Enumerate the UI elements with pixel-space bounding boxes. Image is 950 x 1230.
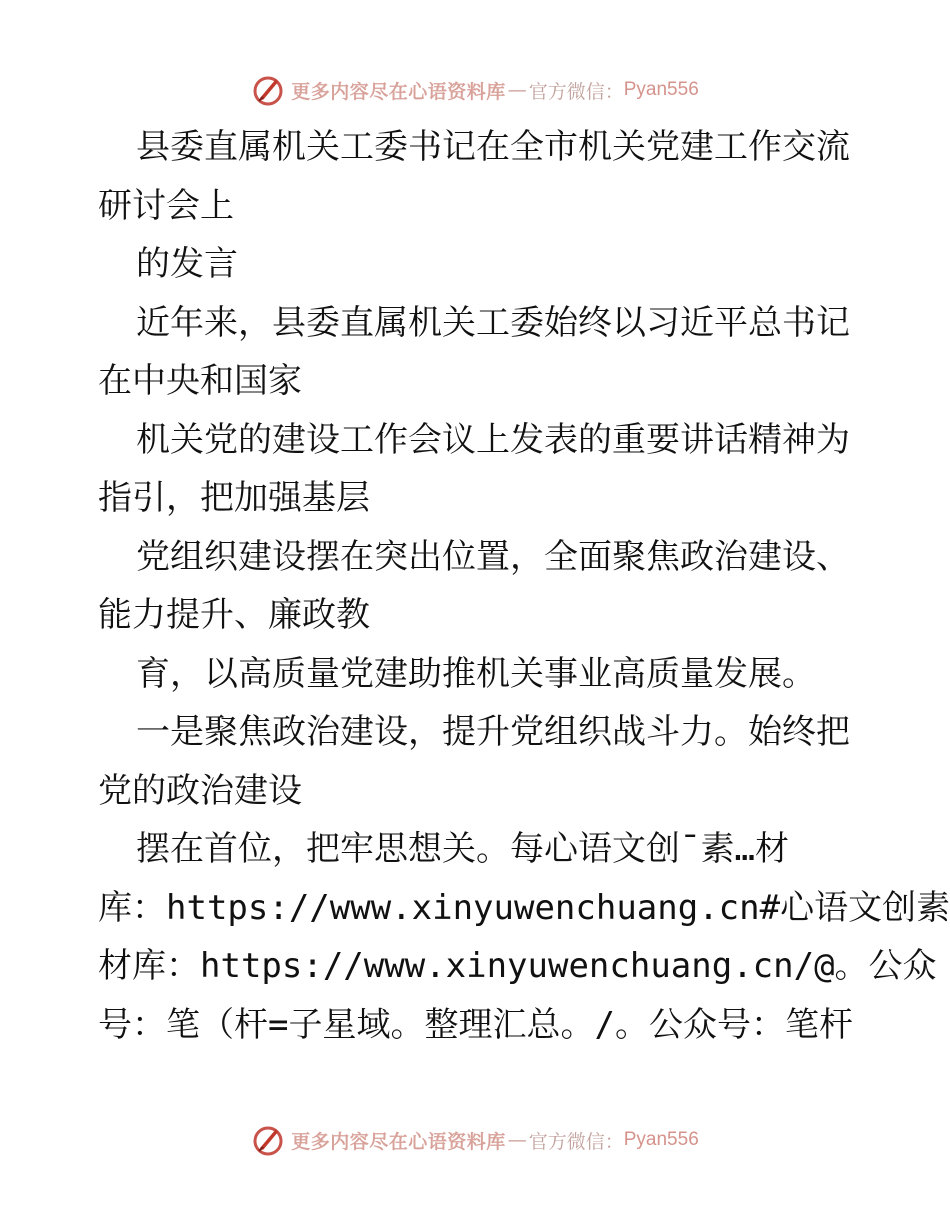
text-line: 党组织建设摆在突出位置，全面聚焦政治建设、: [136, 536, 850, 577]
quill-seal-icon: [251, 1123, 285, 1157]
text-line: 库：https://www.xinyuwenchuang.cn#心语文创素: [98, 887, 950, 928]
text-line: 号：笔（杆=子星域。整理汇总。/。公众号：笔杆: [98, 1004, 853, 1045]
text-line: 机关党的建设工作会议上发表的重要讲话精神为: [136, 419, 850, 460]
text-line-title-1: 县委直属机关工委书记在全市机关党建工作交流: [136, 127, 850, 167]
watermark-banner-top: [0, 70, 950, 110]
text-line: 近年来，县委直属机关工委始终以习近平总书记: [136, 302, 850, 343]
text-line: 能力提升、廉政教: [98, 595, 370, 635]
text-line: 材库：https://www.xinyuwenchuang.cn/@。公众: [98, 946, 937, 986]
watermark-banner-bottom: [0, 1120, 950, 1160]
text-line: 一是聚焦政治建设，提升党组织战斗力。始终把: [136, 712, 850, 752]
watermark-separator: —: [507, 1129, 527, 1151]
text-line-title-3: 的发言: [136, 244, 238, 284]
watermark-main-text: 更多内容尽在心语资料库: [291, 1130, 506, 1153]
watermark-wechat-label: 官方微信：: [528, 1130, 624, 1153]
watermark-main-text: 更多内容尽在心语资料库: [291, 80, 506, 103]
watermark-separator: —: [507, 79, 527, 101]
quill-seal-icon: [251, 73, 285, 107]
text-line: 指引，把加强基层: [98, 478, 370, 518]
watermark-wechat-label: 官方微信：: [528, 80, 624, 103]
watermark-wechat-id: Pyan556: [623, 79, 699, 100]
text-line-title-2: 研讨会上: [98, 185, 234, 226]
text-line: 育，以高质量党建助推机关事业高质量发展。: [136, 653, 816, 694]
text-line: 在中央和国家: [98, 361, 302, 401]
watermark-wechat-id: Pyan556: [623, 1129, 699, 1150]
text-line: 摆在首位，把牢思想关。每心语文创¯素…材: [136, 829, 789, 869]
text-line: 党的政治建设: [98, 770, 302, 811]
document-body: [98, 118, 950, 1054]
